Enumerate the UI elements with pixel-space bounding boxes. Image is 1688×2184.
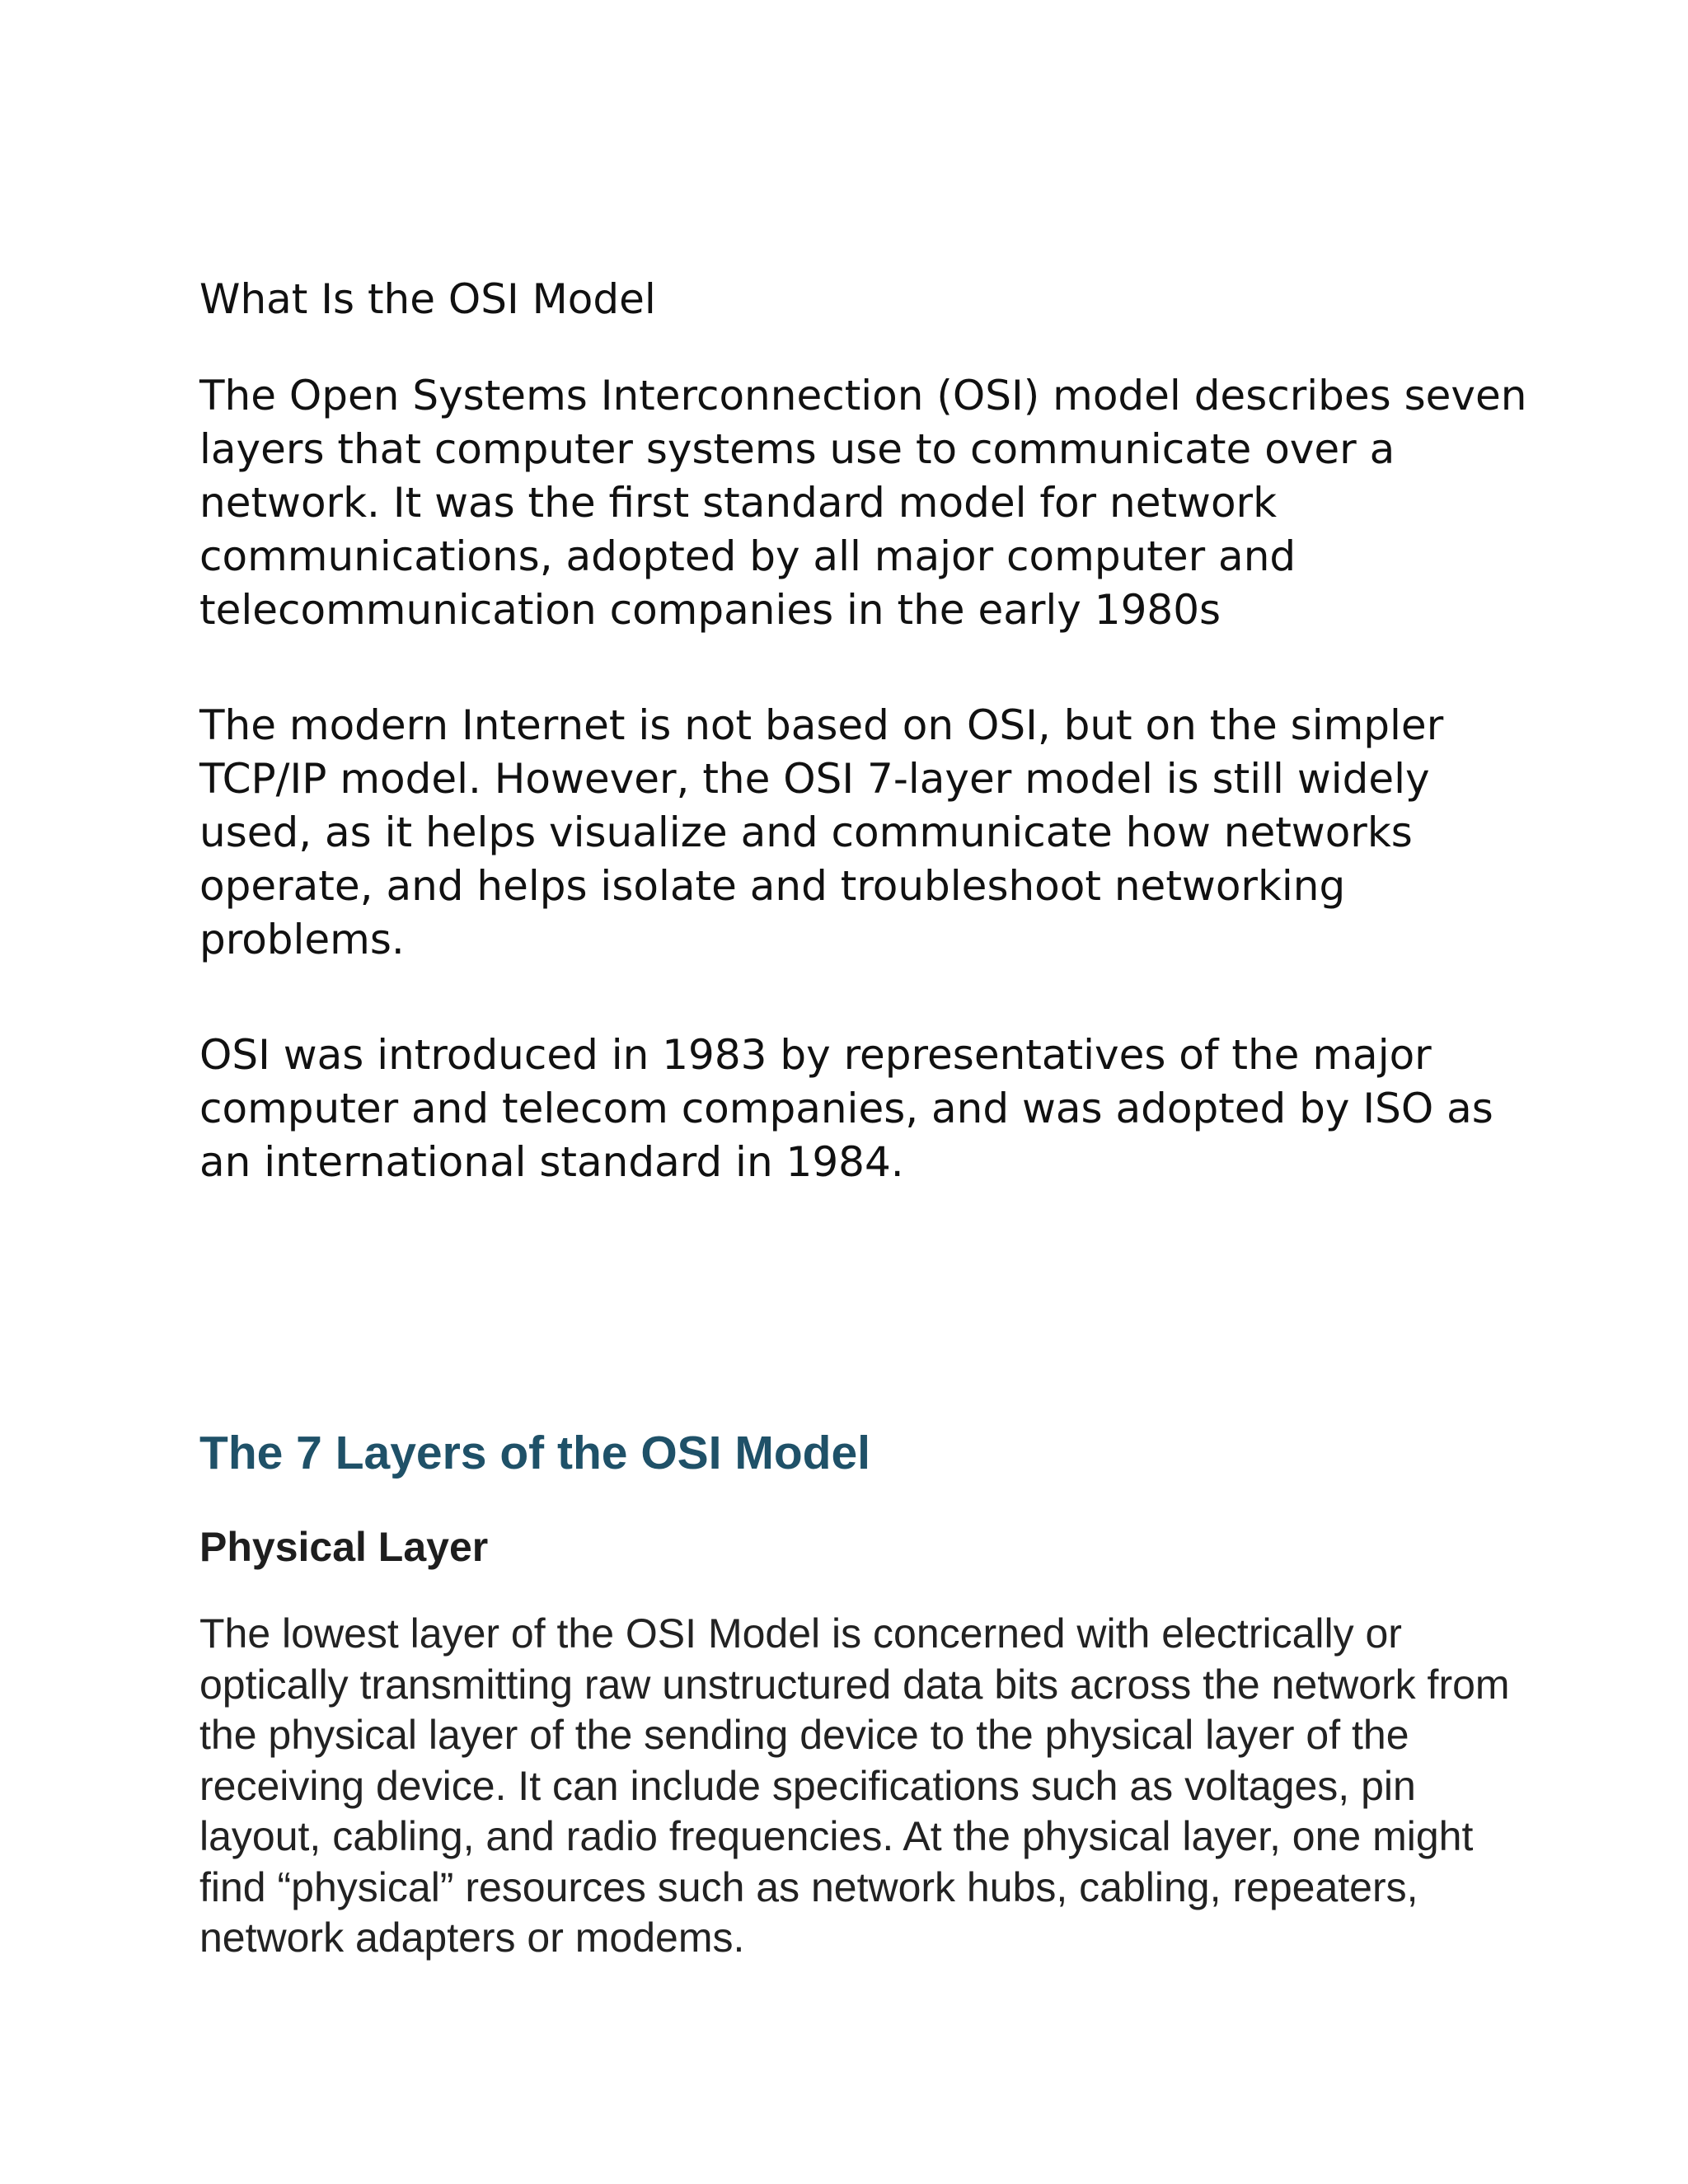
paragraph-osi-definition: The Open Systems Interconnection (OSI) model describes seven layers that computer systems use to communicate over a network. It was the first standard model for network communications, adopted by all major computer and telecommunication companies in the early 1980s bbox=[199, 372, 1527, 634]
paragraph-modern-internet: The modern Internet is not based on OSI, but on the simpler TCP/IP model. However, the OSI 7-layer model is still widely used, as it helps visualize and communicate how networks operate, and helps isolate and troubleshoot networking problems. bbox=[199, 701, 1444, 963]
section-heading-seven-layers: The 7 Layers of the OSI Model bbox=[199, 1427, 871, 1479]
layer-heading-physical: Physical Layer bbox=[199, 1524, 489, 1570]
document-title: What Is the OSI Model bbox=[199, 275, 656, 323]
paragraph-osi-history: OSI was introduced in 1983 by representatives of the major computer and telecom companies, and was adopted by ISO as an international standard in 1984. bbox=[199, 1031, 1493, 1186]
layer-body-physical: The lowest layer of the OSI Model is concerned with electrically or optically transmitting raw unstructured data bits across the network from the physical layer of the sending device to the physical layer of the receiving device. It can include specifications such as voltages, pin layout, cabling, and radio frequencies. At the physical layer, one might find “physical” resources such as network hubs, cabling, repeaters, network adapters or modems. bbox=[199, 1610, 1510, 1961]
intro-section bbox=[199, 272, 1535, 1189]
